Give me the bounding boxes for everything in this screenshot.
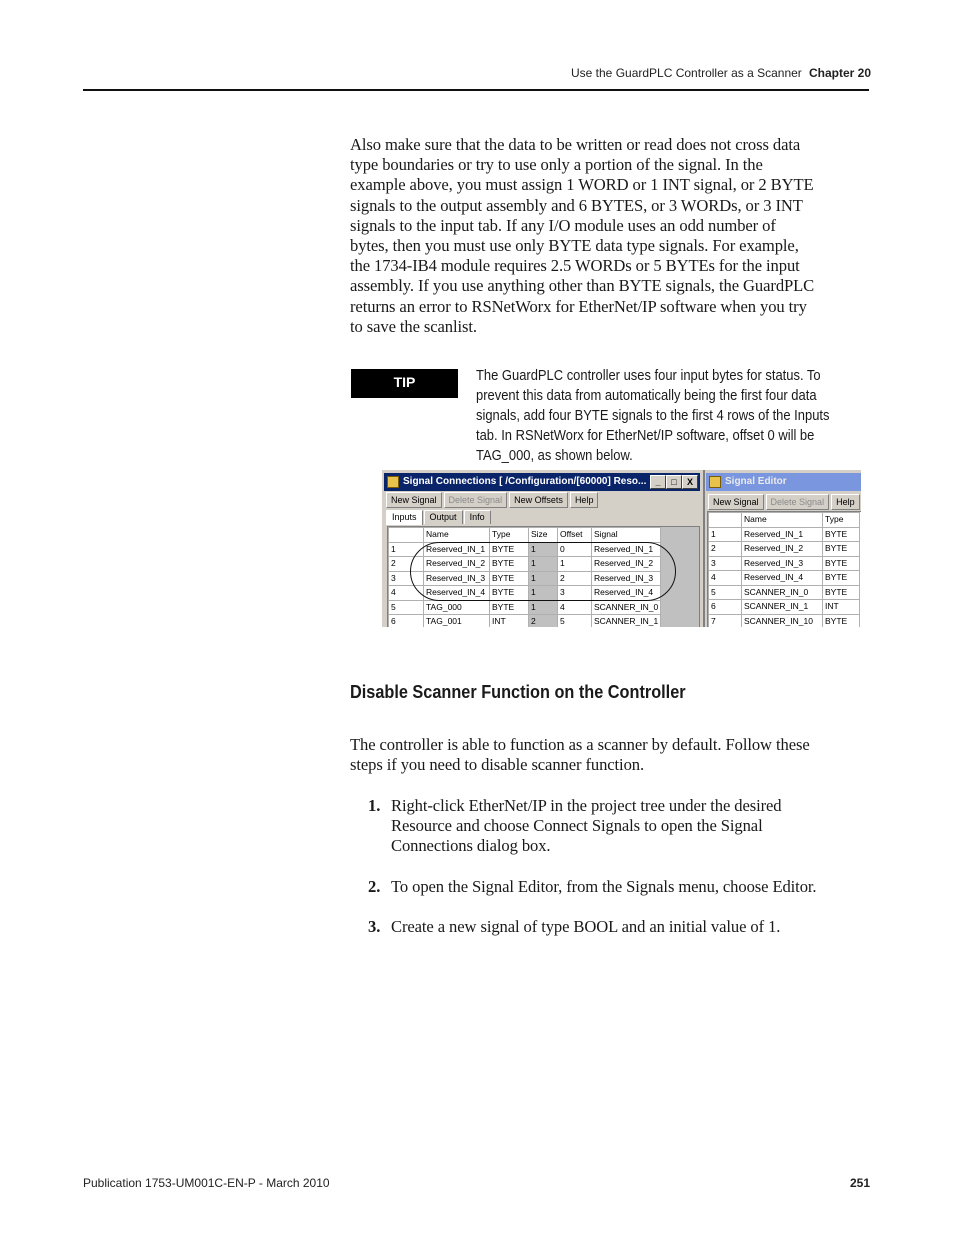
row-number: 3 (389, 571, 424, 586)
name-cell[interactable]: SCANNER_IN_10 (742, 614, 823, 627)
tip-line: signals, add four BYTE signals to the first 4 rows of the Inputs (476, 408, 830, 424)
name-cell[interactable]: Reserved_IN_2 (742, 542, 823, 557)
footer-publication: Publication 1753-UM001C-EN-P - March 2010 (83, 1176, 330, 1190)
name-cell[interactable]: Reserved_IN_4 (742, 571, 823, 586)
signal-cell[interactable]: Reserved_IN_3 (592, 571, 661, 586)
signal-connections-titlebar (384, 473, 700, 491)
new-signal-button[interactable]: New Signal (386, 492, 442, 508)
signal-cell[interactable]: SCANNER_IN_1 (592, 615, 661, 628)
row-number: 6 (709, 600, 742, 615)
step-line: Connections dialog box. (391, 836, 551, 856)
type-cell[interactable]: INT (823, 600, 860, 615)
highlight-oval (410, 542, 676, 601)
step-number: 3. (368, 917, 381, 936)
type-cell[interactable]: BYTE (490, 571, 529, 586)
paragraph-line: steps if you need to disable scanner function. (350, 755, 645, 775)
size-cell: 1 (529, 571, 558, 586)
row-number: 2 (709, 542, 742, 557)
table-header (389, 528, 661, 543)
page-number: 251 (850, 1176, 871, 1190)
column-header[interactable]: Type (490, 528, 529, 543)
column-header (389, 528, 424, 543)
paragraph-line: to save the scanlist. (350, 316, 477, 336)
signal-cell[interactable]: SCANNER_IN_0 (592, 600, 661, 615)
step-line: Create a new signal of type BOOL and an initial value of 1. (391, 917, 781, 936)
signal-connections-window (382, 470, 702, 627)
maximize-button[interactable]: □ (666, 475, 682, 489)
row-number: 5 (709, 585, 742, 600)
window-title: Signal Connections [ /Configuration/[60000] Reso... (403, 476, 647, 487)
step-number: 2. (368, 877, 381, 896)
table-row[interactable] (389, 600, 661, 615)
signal-editor-toolbar (708, 494, 861, 509)
header-rule (83, 89, 869, 91)
name-cell[interactable]: Reserved_IN_3 (424, 571, 490, 586)
row-number: 7 (709, 614, 742, 627)
table-row[interactable] (709, 585, 860, 600)
type-cell[interactable]: BYTE (490, 542, 529, 557)
offset-cell[interactable]: 3 (558, 586, 592, 601)
signal-connections-screenshot (381, 469, 861, 627)
size-cell: 1 (529, 557, 558, 572)
type-cell[interactable]: BYTE (823, 542, 860, 557)
tip-line: tab. In RSNetWorx for EtherNet/IP software, offset 0 will be (476, 428, 815, 444)
step-2 (368, 877, 891, 897)
type-cell[interactable]: BYTE (823, 556, 860, 571)
tab-inputs[interactable]: Inputs (386, 510, 423, 525)
row-number: 2 (389, 557, 424, 572)
column-header[interactable]: Name (742, 513, 823, 528)
type-cell[interactable]: INT (490, 615, 529, 628)
signal-cell[interactable]: Reserved_IN_1 (592, 542, 661, 557)
name-cell[interactable]: Reserved_IN_3 (742, 556, 823, 571)
type-cell[interactable]: BYTE (823, 527, 860, 542)
intro-paragraph (350, 135, 880, 337)
column-header (709, 513, 742, 528)
name-cell[interactable]: SCANNER_IN_0 (742, 585, 823, 600)
column-header[interactable]: Size (529, 528, 558, 543)
paragraph-line: returns an error to RSNetWorx for EtherNet/IP software when you try (350, 296, 807, 316)
tab-output[interactable]: Output (424, 510, 463, 524)
type-cell[interactable]: BYTE (490, 586, 529, 601)
paragraph-line: signals to the input tab. If any I/O module uses an odd number of (350, 215, 776, 235)
window-title: Signal Editor (725, 476, 787, 487)
size-cell: 2 (529, 615, 558, 628)
size-cell: 1 (529, 542, 558, 557)
section-paragraph (350, 735, 880, 775)
paragraph-line: type boundaries or try to use only a portion of the signal. In the (350, 155, 763, 175)
name-cell[interactable]: SCANNER_IN_1 (742, 600, 823, 615)
step-number: 1. (368, 796, 381, 815)
tip-line: The GuardPLC controller uses four input bytes for status. To (476, 368, 821, 384)
minimize-button[interactable]: _ (650, 475, 666, 489)
step-1 (368, 796, 881, 857)
paragraph-line: The controller is able to function as a scanner by default. Follow these (350, 735, 810, 754)
table-row[interactable] (389, 615, 661, 628)
signal-connections-toolbar (386, 492, 600, 507)
signal-cell[interactable]: Reserved_IN_4 (592, 586, 661, 601)
paragraph-line: signals to the output assembly and 6 BYTES, or 3 WORDs, or 3 INT (350, 195, 803, 215)
row-number: 5 (389, 600, 424, 615)
help-button[interactable]: Help (831, 494, 860, 510)
table-row[interactable] (709, 614, 860, 627)
signal-cell[interactable]: Reserved_IN_2 (592, 557, 661, 572)
window-icon (387, 476, 399, 488)
step-line: Right-click EtherNet/IP in the project tree under the desired (391, 796, 782, 815)
offset-cell[interactable]: 5 (558, 615, 592, 628)
tip-line: prevent this data from automatically being the first four data (476, 388, 817, 404)
table-row[interactable] (709, 600, 860, 615)
paragraph-line: Also make sure that the data to be written or read does not cross data (350, 135, 801, 154)
name-cell[interactable]: Reserved_IN_2 (424, 557, 490, 572)
column-header[interactable]: Name (424, 528, 490, 543)
offset-cell[interactable]: 4 (558, 600, 592, 615)
name-cell[interactable]: TAG_000 (424, 600, 490, 615)
paragraph-line: assembly. If you use anything other than BYTE signals, the GuardPLC (350, 276, 815, 296)
running-header-chapter: Chapter 20 (809, 66, 872, 80)
row-number: 4 (389, 586, 424, 601)
signal-editor-grid (707, 511, 861, 627)
row-number: 4 (709, 571, 742, 586)
step-line: Resource and choose Connect Signals to open the Signal (391, 816, 763, 836)
type-cell[interactable]: BYTE (823, 571, 860, 586)
paragraph-line: the 1734-IB4 module requires 2.5 WORDs or 5 BYTEs for the input (350, 256, 800, 276)
column-header[interactable]: Offset (558, 528, 592, 543)
section-heading: Disable Scanner Function on the Controller (350, 681, 686, 702)
table-row[interactable] (709, 527, 860, 542)
tab-info[interactable]: Info (464, 510, 491, 524)
window-icon (709, 476, 721, 488)
name-cell[interactable]: Reserved_IN_4 (424, 586, 490, 601)
help-button[interactable]: Help (570, 492, 599, 508)
signal-connections-tabs (386, 510, 492, 524)
signal-editor-titlebar (706, 473, 861, 491)
type-cell[interactable]: BYTE (823, 585, 860, 600)
offset-cell[interactable]: 2 (558, 571, 592, 586)
row-number: 3 (709, 556, 742, 571)
table-row[interactable] (709, 556, 860, 571)
delete-signal-button[interactable]: Delete Signal (766, 494, 830, 510)
paragraph-line: example above, you must assign 1 WORD or 1 INT signal, or 2 BYTE (350, 175, 814, 195)
new-offsets-button[interactable]: New Offsets (509, 492, 568, 508)
column-header[interactable]: Type (823, 513, 860, 528)
tip-line: TAG_000, as shown below. (476, 448, 633, 464)
signal-editor-window (703, 470, 861, 627)
tip-label: TIP (351, 369, 458, 398)
name-cell[interactable]: TAG_001 (424, 615, 490, 628)
type-cell[interactable]: BYTE (490, 557, 529, 572)
row-number: 1 (709, 527, 742, 542)
size-cell: 1 (529, 600, 558, 615)
type-cell[interactable]: BYTE (490, 600, 529, 615)
name-cell[interactable]: Reserved_IN_1 (424, 542, 490, 557)
offset-cell[interactable]: 0 (558, 542, 592, 557)
size-cell: 1 (529, 586, 558, 601)
table-row[interactable] (709, 542, 860, 557)
row-number: 1 (389, 542, 424, 557)
delete-signal-button[interactable]: Delete Signal (444, 492, 508, 508)
offset-cell[interactable]: 1 (558, 557, 592, 572)
row-number: 6 (389, 615, 424, 628)
type-cell[interactable]: BYTE (823, 614, 860, 627)
running-header-title: Use the GuardPLC Controller as a Scanner (571, 66, 802, 80)
signal-editor-table (708, 512, 860, 627)
new-signal-button[interactable]: New Signal (708, 494, 764, 510)
table-row[interactable] (709, 571, 860, 586)
table-header (709, 513, 860, 528)
column-header[interactable]: Signal (592, 528, 661, 543)
step-line: To open the Signal Editor, from the Signals menu, choose Editor. (391, 877, 817, 896)
paragraph-line: bytes, then you must use only BYTE data type signals. For example, (350, 236, 799, 256)
tip-text (476, 366, 872, 466)
close-button[interactable]: X (682, 475, 698, 489)
name-cell[interactable]: Reserved_IN_1 (742, 527, 823, 542)
step-3 (368, 917, 891, 937)
